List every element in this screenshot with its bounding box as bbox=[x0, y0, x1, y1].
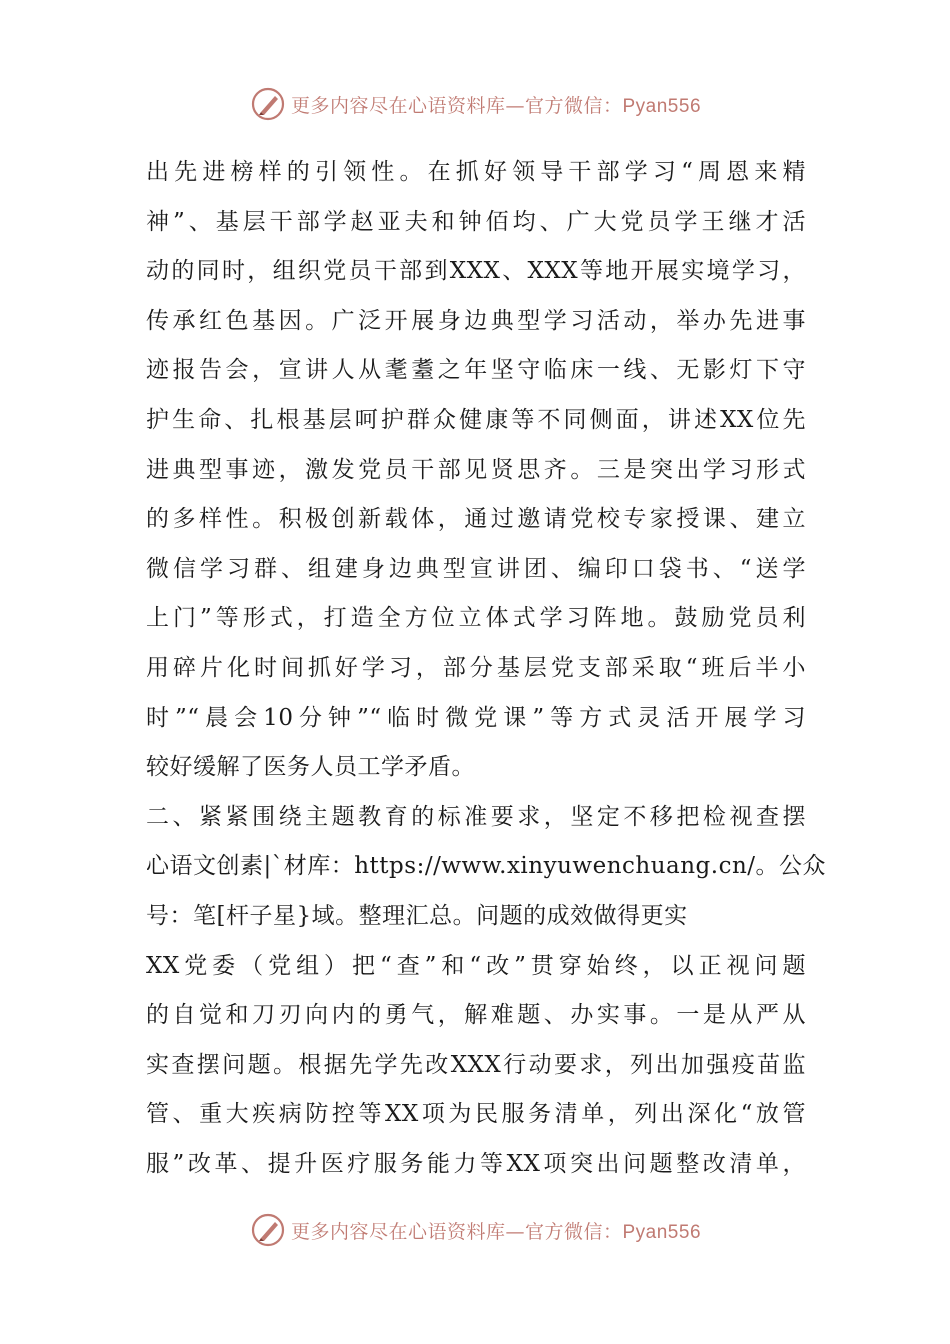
text-line: 出先进榜样的引领性。在抓好领导干部学习“周恩来精 bbox=[146, 159, 806, 185]
text-line: 服”改革、提升医疗服务能力等XX项突出问题整改清单， bbox=[146, 1150, 806, 1177]
section-heading-line: 二、紧紧围绕主题教育的标准要求，坚定不移把检视查摆 bbox=[146, 803, 806, 830]
text-line: 的自觉和刀刃向内的勇气，解难题、办实事。一是从严从 bbox=[146, 1002, 806, 1029]
text-line: 神”、基层干部学赵亚夫和钟佰均、广大党员学王继才活 bbox=[146, 208, 806, 235]
text-line: 用碎片化时间抓好学习，部分基层党支部采取“班后半小 bbox=[146, 654, 806, 681]
text-line: 迹报告会，宣讲人从耄耋之年坚守临床一线、无影灯下守 bbox=[146, 357, 806, 384]
footer-banner bbox=[0, 1210, 950, 1250]
text-line: 微信学习群、组建身边典型宣讲团、编印口袋书、“送学 bbox=[146, 555, 806, 582]
text-line: 心语文创素|`材库：https://www.xinyuwenchuang.cn/。公众 bbox=[146, 853, 827, 880]
footer-banner-text bbox=[291, 1217, 701, 1244]
text-line: 时”“晨会10分钟”“临时微党课”等方式灵活开展学习 bbox=[146, 704, 806, 731]
footer-wechat-id: Pyan556 bbox=[622, 1221, 702, 1243]
text-line: 护生命、扎根基层呵护群众健康等不同侧面，讲述XX位先 bbox=[146, 406, 806, 433]
pen-logo-icon bbox=[249, 85, 287, 123]
header-wechat-id: Pyan556 bbox=[622, 95, 702, 117]
text-line: 实查摆问题。根据先学先改XXX行动要求，列出加强疫苗监 bbox=[146, 1051, 806, 1078]
pen-logo-icon bbox=[249, 1211, 287, 1249]
text-line: 管、重大疾病防控等XX项为民服务清单，列出深化“放管 bbox=[146, 1101, 806, 1128]
document-body bbox=[146, 148, 827, 1189]
text-line: 进典型事迹，激发党员干部见贤思齐。三是突出学习形式 bbox=[146, 456, 806, 483]
header-banner-text bbox=[291, 91, 701, 118]
text-line: 上门”等形式，打造全方位立体式学习阵地。鼓励党员利 bbox=[146, 605, 806, 632]
text-line: XX党委（党组）把“查”和“改”贯穿始终，以正视问题 bbox=[146, 952, 806, 979]
footer-banner-label: 更多内容尽在心语资料库—官方微信： bbox=[290, 1220, 623, 1243]
text-line: 号：笔[杆子星}域。整理汇总。问题的成效做得更实 bbox=[146, 902, 688, 929]
text-line: 动的同时，组织党员干部到XXX、XXX等地开展实境学习， bbox=[146, 258, 806, 285]
text-line: 的多样性。积极创新载体，通过邀请党校专家授课、建立 bbox=[146, 506, 806, 533]
text-line: 传承红色基因。广泛开展身边典型学习活动，举办先进事 bbox=[146, 307, 806, 334]
header-banner bbox=[0, 84, 950, 124]
header-banner-label: 更多内容尽在心语资料库—官方微信： bbox=[290, 94, 623, 117]
text-line: 较好缓解了医务人员工学矛盾。 bbox=[146, 754, 475, 781]
